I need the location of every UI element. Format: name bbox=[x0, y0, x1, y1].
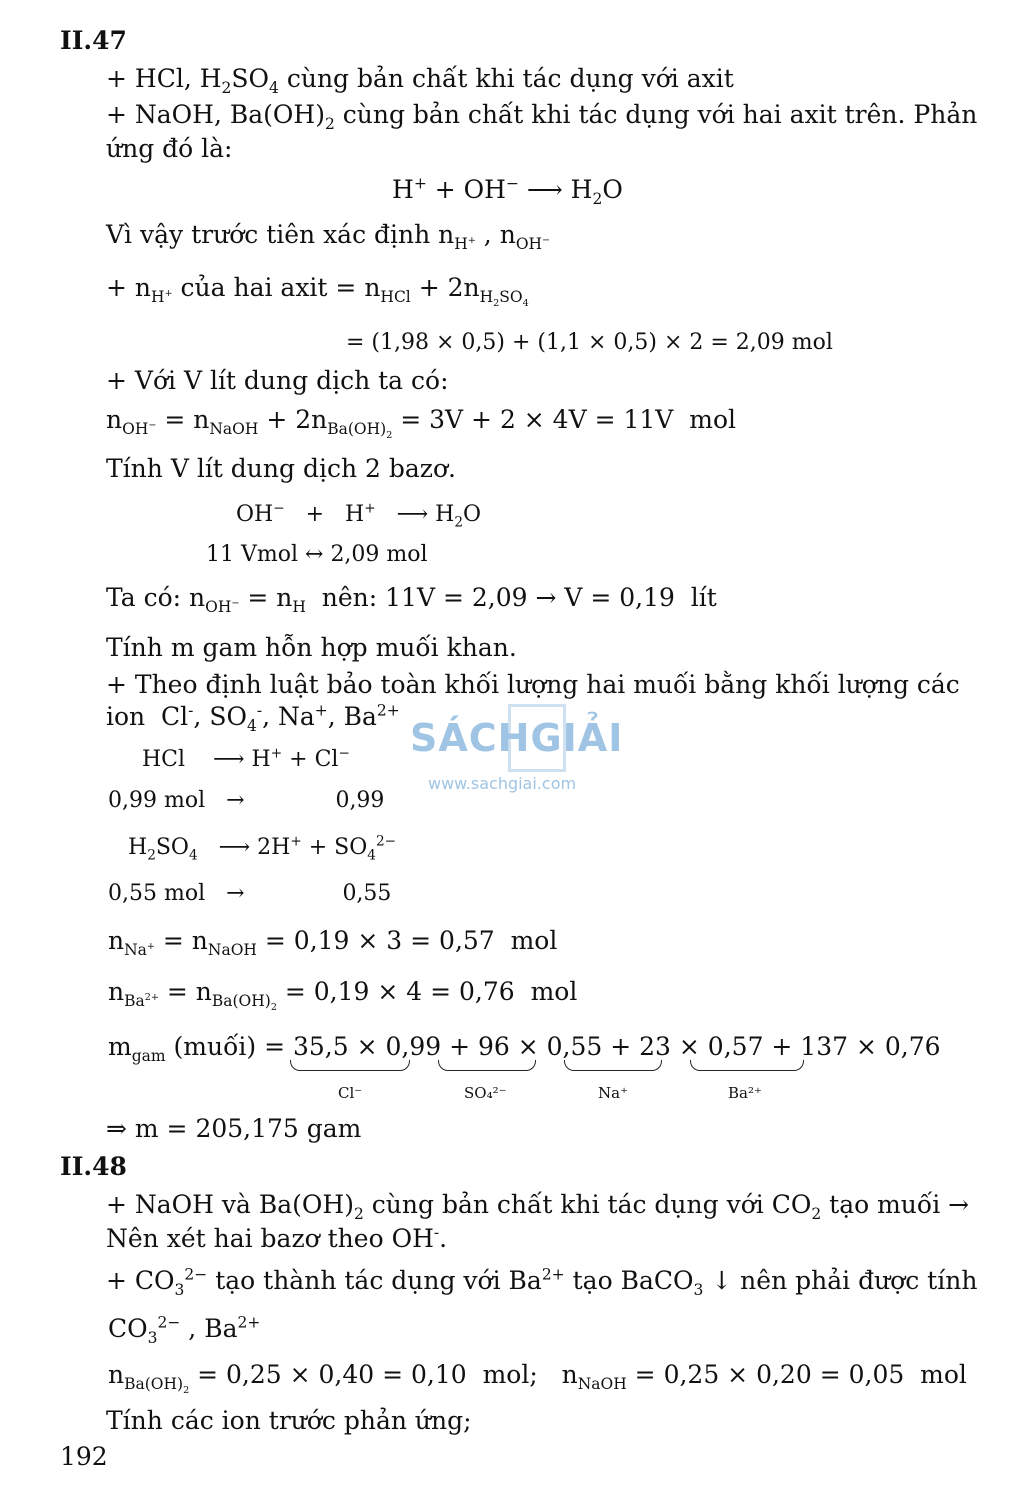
brace-na bbox=[564, 1060, 662, 1071]
section-title-ii47: II.47 bbox=[60, 26, 127, 55]
watermark-logo: SÁCHGIẢI bbox=[410, 716, 624, 760]
s47-line-13: ion Cl-, $SO_4^-$, Na+, $Ba^{2+}$ bbox=[106, 701, 400, 735]
s47-line-9: Tính V lít dung dịch 2 bazơ. bbox=[106, 454, 456, 483]
brace-label-ba: Ba²⁺ bbox=[728, 1084, 762, 1102]
s48-line-2: Nên xét hai bazơ theo OH-. bbox=[106, 1223, 448, 1253]
s47-equation-3: HCl ⟶ H+ + Cl− bbox=[142, 745, 350, 772]
s47-line-12: + Theo định luật bảo toàn khối lượng hai muối bằng khối lượng các bbox=[106, 670, 960, 699]
s47-line-11: Tính m gam hỗn hợp muối khan. bbox=[106, 633, 517, 662]
s47-line-14: $n_{Na^+} = n_{NaOH} = 0,19 \times 3 = 0,57$ mol bbox=[108, 926, 558, 959]
watermark-url: www.sachgiai.com bbox=[428, 774, 577, 793]
s47-result: ⇒ m = 205,175 gam bbox=[106, 1114, 362, 1143]
s48-line-5: $n_{Ba(OH)_2} = 0,25 \times 0,40 = 0,10$ mol; $n_{NaOH} = 0,25 \times 0,20 = 0,05$ mol bbox=[108, 1360, 967, 1397]
brace-cl bbox=[290, 1060, 410, 1071]
s47-line-1: + HCl, $H_2SO_4$ cùng bản chất khi tác dụng với axit bbox=[106, 64, 734, 97]
s47-equation-4-mol: 0,55 mol → 0,55 bbox=[108, 881, 392, 906]
s47-equation-2-mol: 11 Vmol ↔ 2,09 mol bbox=[206, 542, 428, 567]
brace-ba bbox=[690, 1060, 804, 1071]
s48-line-1: + NaOH và $Ba(OH)_2$ cùng bản chất khi tác dụng với $CO_2$ tạo muối → bbox=[106, 1190, 970, 1223]
s47-line-3: ứng đó là: bbox=[106, 134, 233, 163]
s47-line-2: + NaOH, $Ba(OH)_2$ cùng bản chất khi tác dụng với hai axit trên. Phản bbox=[106, 100, 978, 133]
s48-line-4: $CO_3^{2-}$ , $Ba^{2+}$ bbox=[108, 1313, 261, 1347]
s47-line-6: = (1,98 × 0,5) + (1,1 × 0,5) × 2 = 2,09 mol bbox=[346, 330, 833, 355]
s47-line-15: $n_{Ba^{2+}} = n_{Ba(OH)_2} = 0,19 \times 4 = 0,76$ mol bbox=[108, 977, 578, 1014]
s48-line-3: + $CO_3^{2-}$ tạo thành tác dụng với $Ba^{2+}$ tạo BaCO$_3$ ↓ nên phải được tính bbox=[106, 1265, 978, 1299]
s47-line-5: + $n_{H^+}$ của hai axit = $n_{HCl} + 2n_{H_2SO_4}$ bbox=[106, 273, 529, 310]
brace-label-cl: Cl⁻ bbox=[338, 1084, 363, 1102]
s48-line-6: Tính các ion trước phản ứng; bbox=[106, 1406, 472, 1435]
brace-label-so4: SO₄²⁻ bbox=[464, 1084, 507, 1102]
s47-equation-2: OH− + H+ ⟶ $H_2O$ bbox=[236, 500, 482, 531]
s47-equation-1: H+ + OH− ⟶ $H_2O$ bbox=[392, 174, 623, 208]
s47-equation-3-mol: 0,99 mol → 0,99 bbox=[108, 788, 385, 813]
s47-line-16: $m_{gam}$ (muối) = 35,5 × 0,99 + 96 × 0,55 + 23 × 0,57 + 137 × 0,76 bbox=[108, 1032, 941, 1065]
s47-line-8: $n_{OH^-} = n_{NaOH} + 2n_{Ba(OH)_2} = 3V + 2 \times 4V = 11V$ mol bbox=[106, 405, 736, 442]
s47-line-7: + Với V lít dung dịch ta có: bbox=[106, 366, 449, 395]
brace-so4 bbox=[438, 1060, 536, 1071]
s47-line-10: Ta có: $n_{OH^-} = n_H$ nên: 11V = 2,09 → V = 0,19 lít bbox=[106, 583, 717, 616]
brace-label-na: Na⁺ bbox=[598, 1084, 628, 1102]
s47-equation-4: $H_2SO_4$ ⟶ $2H^+ + SO_4^{2-}$ bbox=[128, 833, 397, 864]
s47-line-4: Vì vậy trước tiên xác định $n_{H^+}$ , $n_{OH^-}$ bbox=[106, 220, 551, 253]
section-title-ii48: II.48 bbox=[60, 1152, 127, 1181]
page-number: 192 bbox=[60, 1442, 108, 1471]
